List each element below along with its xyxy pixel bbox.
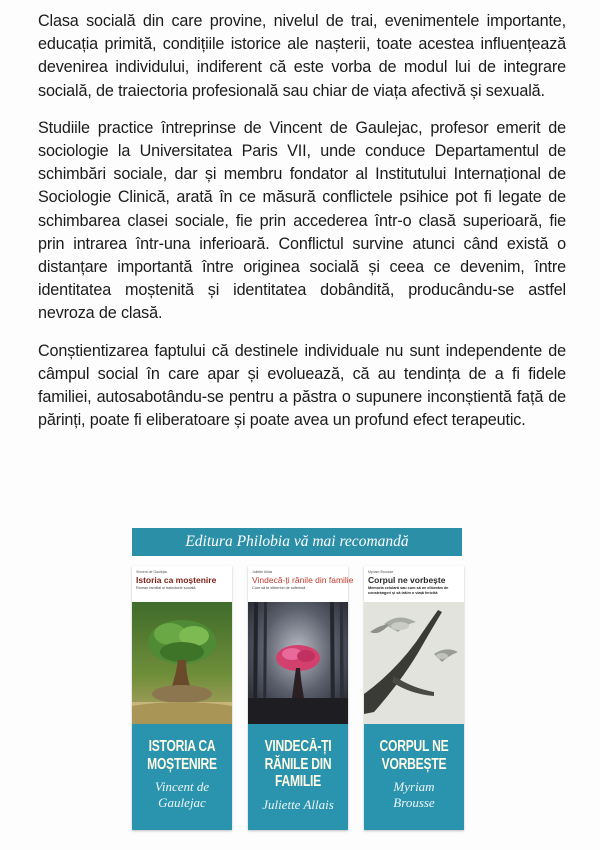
cover-title: Istoria ca moștenire: [136, 575, 217, 585]
book-card-istoria[interactable]: [132, 566, 232, 830]
book-label: [248, 724, 348, 830]
cover-subtitle: Memoria celulară sau cum să ne eliberăm de constrângeri și să trăim o viață fericită: [368, 586, 449, 595]
cover-title: Vindecă-ți rănile din familie: [252, 575, 354, 585]
bonsai-tree-image: [132, 602, 232, 724]
book-author: Juliette Allais: [262, 796, 334, 812]
book-author: Vincent de Gaulejac: [154, 779, 210, 810]
tree-in-fog-image: [248, 602, 348, 724]
book-label: [132, 724, 232, 830]
recommendation-banner: Editura Philobia vă mai recomandă: [132, 528, 462, 556]
book-card-corpul[interactable]: [364, 566, 464, 830]
paragraph-2: Studiile practice întreprinse de Vincent de Gaulejac, profesor emerit de sociologie la Universitatea Paris VII, unde conduce Departamentul de schimbări sociale, dar și membru fondator al Institutului Internațional de Sociologie Clinică, arată în ce măsură conflictele psihice pot fi legate de schimbarea clasei sociale, fie prin accederea într-o clasă superioară, fie prin intrarea într-una inferioară. Conflictul survine atunci când există o distanțare importantă între originea socială și ceea ce devenim, între identitatea moștenită și identitatea dobândită, producându-se astfel nevroza de clasă.: [38, 118, 566, 323]
book-cover: [364, 566, 464, 724]
article-text: [38, 10, 566, 446]
bird-branch-image: [364, 602, 464, 724]
book-title: CORPUL NE VORBEȘTE: [379, 738, 449, 773]
book-cover: [248, 566, 354, 724]
cover-author: Juliette Allais: [252, 570, 273, 574]
cover-subtitle: Roman familial și traiectorie socială: [136, 586, 196, 590]
book-cover: [132, 566, 232, 724]
paragraph-3: Conștientizarea faptului că destinele individuale nu sunt independente de câmpul social în care apar și evoluează, că au tendința de a fi fidele familiei, autosabotându-se pentru a păstra o supunere inconștientă față de părinți, poate fi eliberatoare și poate avea un profund efect terapeutic.: [38, 341, 566, 430]
book-title: ISTORIA CA MOȘTENIRE: [147, 738, 217, 773]
cover-subtitle: Cum să te eliberezi de suferință: [252, 586, 306, 590]
book-title: VINDECĂ-ȚI RĂNILE DIN FAMILIE: [264, 738, 332, 790]
book-author: Myriam Brousse: [393, 779, 435, 810]
cover-title: Corpul ne vorbește: [368, 575, 446, 585]
paragraph-1: Clasa socială din care provine, nivelul de trai, evenimentele importante, educația primită, condițiile istorice ale nașterii, toate acestea influențează devenirea individului, indiferent că este vorba de modul lui de integrare socială, de traiectoria profesională sau chiar de viața afectivă și sexuală.: [38, 12, 566, 100]
book-label: [364, 724, 464, 830]
cover-author: Vincent de Gaulejac: [136, 570, 168, 574]
book-card-vindeca[interactable]: [248, 566, 354, 830]
book-recommendations: [132, 566, 462, 830]
cover-author: Myriam Brousse: [368, 570, 394, 574]
